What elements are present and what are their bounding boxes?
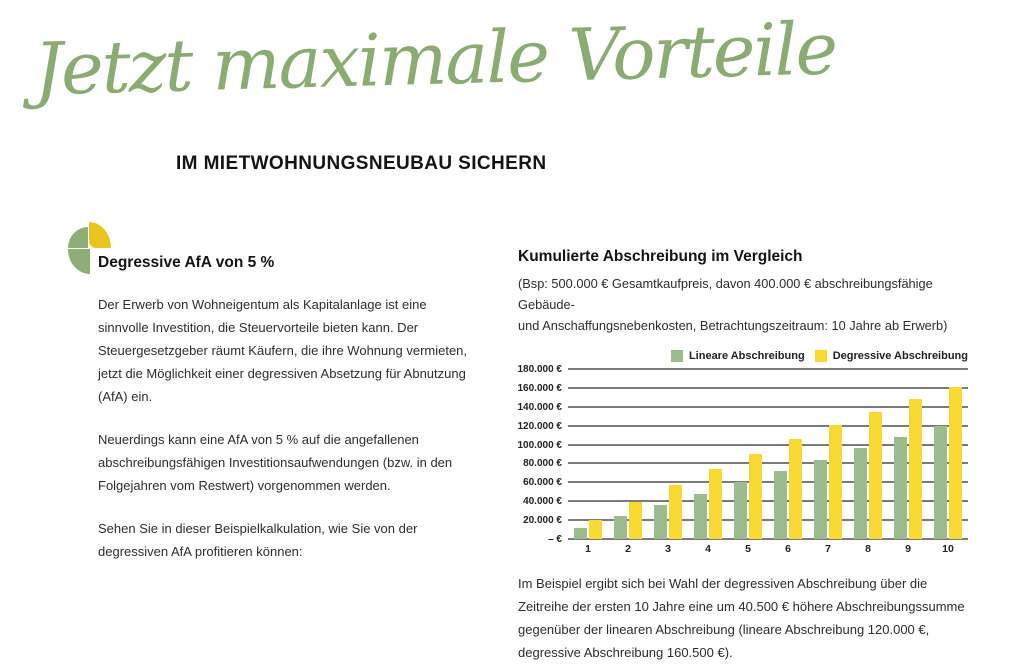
bar-degressive-abschreibung-year-2	[629, 502, 642, 539]
chart-footnote: Im Beispiel ergibt sich bei Wahl der degressiven Abschreibung über die Zeitreihe der ersten 10 Jahre eine um 40.500 € höhere Abschreibungssumme gegenüber der linearen Abschreibung (lineare Abschreibung 120.000 €, degressive Abschreibung 160.500 €).	[518, 576, 965, 660]
x-tick-label: 1	[585, 543, 591, 555]
bar-lineare-abschreibung-year-8	[854, 448, 867, 539]
chart-x-axis	[568, 543, 968, 555]
y-tick-label: 120.000 €	[517, 420, 562, 432]
x-tick-label: 10	[942, 543, 954, 555]
bar-group-year-3	[648, 369, 688, 539]
bar-degressive-abschreibung-year-8	[869, 412, 882, 539]
x-tick-label: 8	[865, 543, 871, 555]
y-tick-label: 20.000 €	[523, 515, 562, 527]
legend-swatch	[815, 350, 827, 362]
y-tick-label: 100.000 €	[517, 439, 562, 451]
bar-lineare-abschreibung-year-7	[814, 460, 827, 539]
legend-label: Degressive Abschreibung	[832, 350, 968, 362]
y-tick-label: 80.000 €	[523, 458, 562, 470]
bar-lineare-abschreibung-year-9	[894, 437, 907, 539]
bar-degressive-abschreibung-year-5	[749, 454, 762, 539]
x-tick-label: 5	[745, 543, 751, 555]
bar-group-year-8	[848, 369, 888, 539]
legend-item-linear	[671, 350, 805, 362]
bar-lineare-abschreibung-year-5	[734, 482, 747, 539]
chart-title: Kumulierte Abschreibung im Vergleich	[518, 248, 803, 265]
x-tick-label: 4	[705, 543, 711, 555]
bar-degressive-abschreibung-year-10	[949, 387, 962, 539]
bar-lineare-abschreibung-year-1	[574, 528, 587, 539]
bar-chart	[517, 364, 968, 545]
bar-group-year-10	[928, 369, 968, 539]
bar-group-year-7	[808, 369, 848, 539]
section-heading: Degressive AfA von 5 %	[98, 254, 275, 271]
leaf-top-right	[89, 222, 111, 248]
left-column	[98, 254, 472, 583]
chart-subtitle-line-1: (Bsp: 500.000 € Gesamtkaufpreis, davon 400.000 € abschreibungsfähige Gebäude-	[518, 276, 933, 312]
x-tick-label: 6	[785, 543, 791, 555]
bar-degressive-abschreibung-year-3	[669, 485, 682, 539]
bar-lineare-abschreibung-year-4	[694, 494, 707, 539]
bar-group-year-1	[568, 369, 608, 539]
chart-y-axis	[517, 364, 568, 545]
bar-degressive-abschreibung-year-6	[789, 439, 802, 539]
leaf-bottom	[68, 249, 90, 274]
chart-subtitle	[518, 273, 968, 336]
bar-lineare-abschreibung-year-6	[774, 471, 787, 539]
x-tick-label: 2	[625, 543, 631, 555]
bar-degressive-abschreibung-year-9	[909, 399, 922, 539]
legend-label: Lineare Abschreibung	[688, 350, 805, 362]
headline-subtitle: IM MIETWOHNUNGSNEUBAU SICHERN	[176, 153, 547, 174]
bar-group-year-2	[608, 369, 648, 539]
y-tick-label: 40.000 €	[523, 496, 562, 508]
bar-degressive-abschreibung-year-7	[829, 425, 842, 539]
right-column	[518, 248, 968, 664]
chart-plot	[568, 369, 968, 539]
y-tick-label: – €	[548, 534, 562, 545]
bar-lineare-abschreibung-year-2	[614, 516, 627, 539]
x-tick-label: 9	[905, 543, 911, 555]
x-tick-label: 3	[665, 543, 671, 555]
y-tick-label: 60.000 €	[523, 477, 562, 489]
chart-legend	[518, 349, 968, 363]
paragraph-example-lead: Sehen Sie in dieser Beispielkalkulation, wie Sie von der degressiven AfA profitieren können:	[98, 521, 418, 559]
bar-degressive-abschreibung-year-4	[709, 469, 722, 539]
paragraph-afa-rule: Neuerdings kann eine AfA von 5 % auf die angefallenen abschreibungsfähigen Investitionsaufwendungen (bzw. in den Folgejahren vom Restwert) vorgenommen werden.	[98, 432, 453, 493]
chart-subtitle-line-2: und Anschaffungsnebenkosten, Betrachtungszeitraum: 10 Jahre ab Erwerb)	[518, 318, 948, 333]
legend-swatch	[671, 350, 683, 362]
bar-group-year-9	[888, 369, 928, 539]
bar-group-year-4	[688, 369, 728, 539]
x-tick-label: 7	[825, 543, 831, 555]
paragraph-intro: Der Erwerb von Wohneigentum als Kapitalanlage ist eine sinnvolle Investition, die Steuervorteile bieten kann. Der Steuergesetzgeber räumt Käufern, die ihre Wohnung vermieten, jetzt die Möglichkeit einer degressiven Absetzung für Abnutzung (AfA) ein.	[98, 297, 468, 404]
bar-lineare-abschreibung-year-3	[654, 505, 667, 539]
bar-group-year-5	[728, 369, 768, 539]
bar-group-year-6	[768, 369, 808, 539]
bar-lineare-abschreibung-year-10	[934, 426, 947, 539]
chart-bars	[568, 369, 968, 539]
leaf-top-left	[68, 227, 88, 248]
y-tick-label: 160.000 €	[517, 382, 562, 394]
y-tick-label: 140.000 €	[517, 401, 562, 413]
y-tick-label: 180.000 €	[517, 364, 562, 375]
bar-degressive-abschreibung-year-1	[589, 520, 602, 539]
headline-script: Jetzt maximale Vorteile	[33, 6, 838, 112]
legend-item-degressive	[815, 350, 968, 362]
